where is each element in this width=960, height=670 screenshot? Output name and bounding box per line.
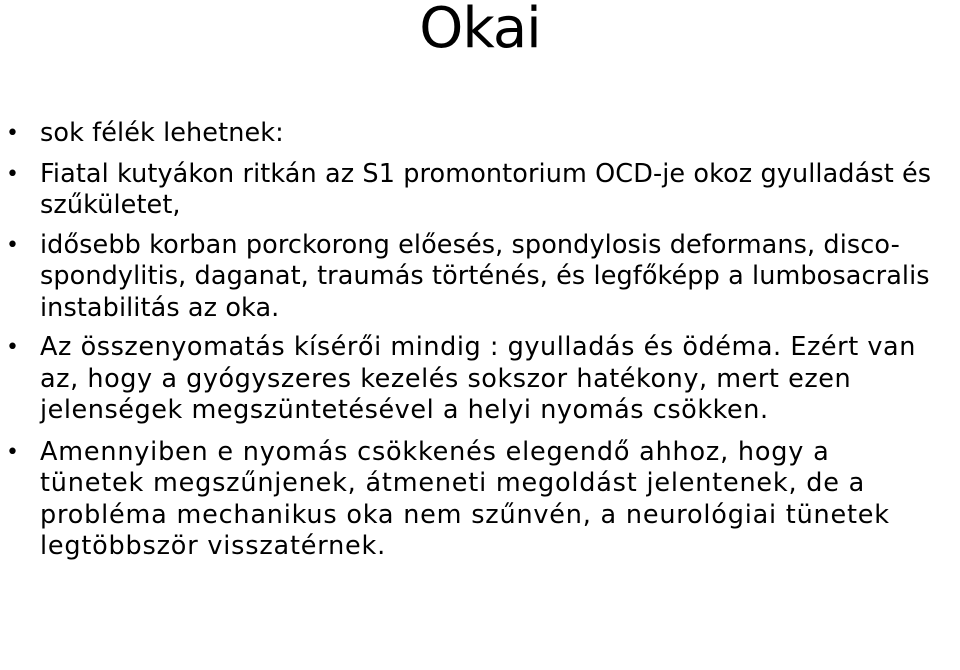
bullet-item <box>0 118 960 150</box>
bullet-dot-icon: • <box>6 439 20 465</box>
bullet-text: Amennyiben e nyomás csökkenés elegendő ahhoz, hogy a tünetek megszűnjenek, átmeneti megoldást jelentenek, de a probléma mechanikus oka nem szűnvén, a neurológiai tünetek legtöbbször visszatérnek. <box>40 436 890 561</box>
bullet-item <box>0 230 960 325</box>
bullet-text: idősebb korban porckorong előesés, spondylosis deformans, disco-spondylitis, daganat, traumás történés, és legfőképp a lumbosacralis instabilitás az oka. <box>40 229 930 323</box>
bullet-text: Fiatal kutyákon ritkán az S1 promontorium OCD-je okoz gyulladást és szűkületet, <box>40 158 932 220</box>
slide-title: Okai <box>419 0 541 61</box>
bullet-item <box>0 437 960 563</box>
bullet-text: Az összenyomatás kísérői mindig : gyulladás és ödéma. Ezért van az, hogy a gyógyszeres kezelés sokszor hatékony, mert ezen jelenségek megszüntetésével a helyi nyomás csökken. <box>40 332 916 425</box>
bullet-text: sok félék lehetnek: <box>40 118 284 148</box>
bullet-dot-icon: • <box>6 121 20 146</box>
bullet-item <box>0 159 960 222</box>
bullet-dot-icon: • <box>6 161 20 187</box>
bullet-dot-icon: • <box>6 232 20 258</box>
bullet-dot-icon: • <box>6 335 20 360</box>
bullet-item <box>0 332 960 427</box>
bullet-list <box>0 118 960 563</box>
